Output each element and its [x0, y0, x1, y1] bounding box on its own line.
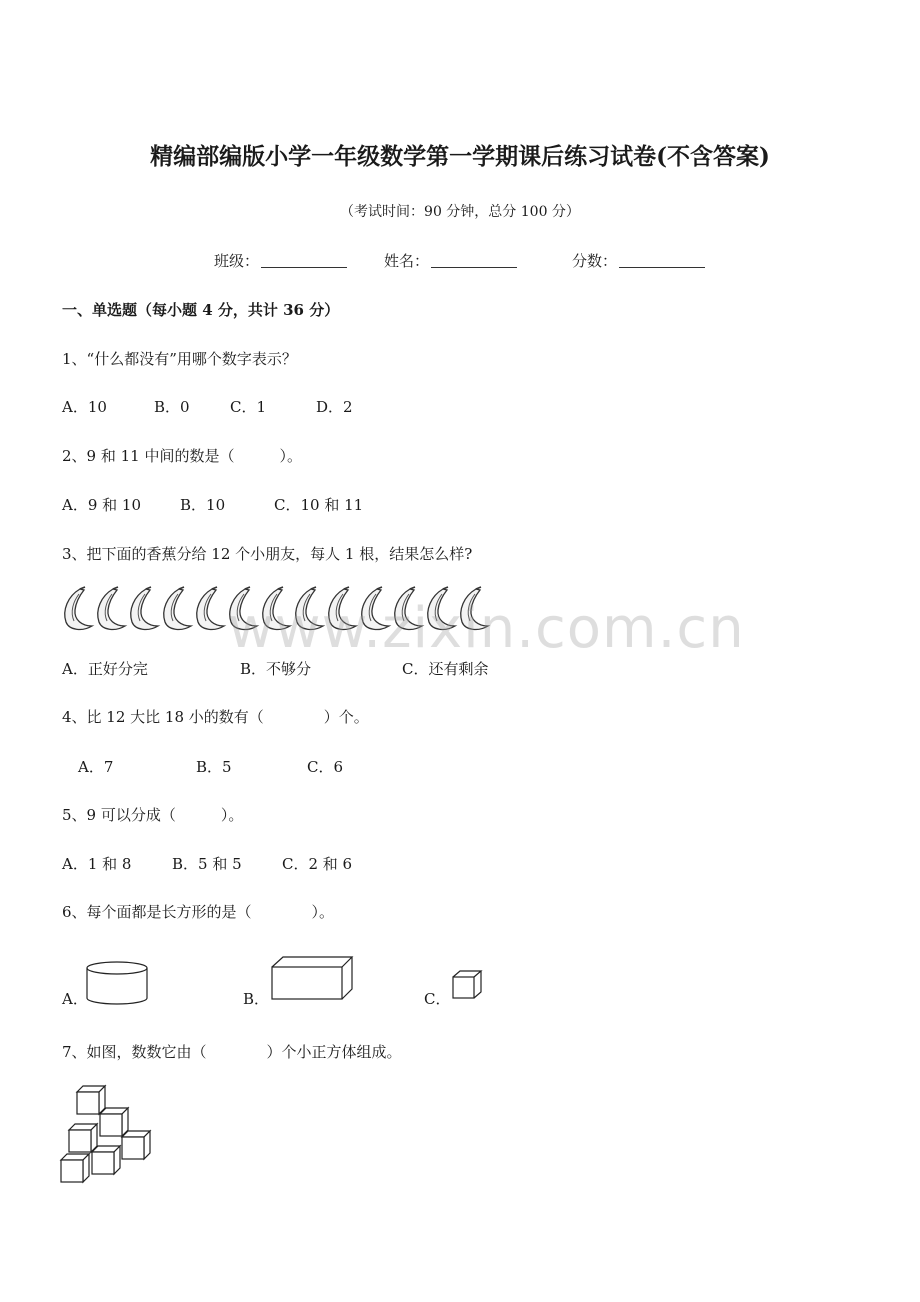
- small-cube: [92, 1146, 120, 1174]
- banana-icon: [131, 587, 158, 629]
- q4-option-b[interactable]: B．5: [196, 758, 232, 776]
- score-field: [572, 250, 705, 271]
- question-5: 5、9 可以分成（ ）。: [62, 806, 244, 824]
- q1-option-d[interactable]: D．2: [316, 398, 353, 416]
- cylinder-shape: [86, 960, 150, 1006]
- small-cube: [61, 1154, 89, 1182]
- small-cube: [77, 1086, 105, 1114]
- question-2: 2、9 和 11 中间的数是（ ）。: [62, 447, 302, 465]
- q6-option-c[interactable]: C．: [424, 990, 451, 1008]
- banana-icon: [65, 587, 92, 629]
- banana-icon: [197, 587, 224, 629]
- section-heading: 一、单选题（每小题 4 分，共计 36 分）: [62, 301, 340, 319]
- q6-option-a[interactable]: A．: [62, 990, 88, 1008]
- name-field: [384, 250, 517, 271]
- score-blank[interactable]: [619, 253, 705, 268]
- q2-option-c[interactable]: C．10 和 11: [274, 496, 364, 514]
- name-blank[interactable]: [431, 253, 517, 268]
- q3-option-a[interactable]: A．正好分完: [62, 660, 148, 678]
- small-cube: [122, 1131, 150, 1159]
- question-1: 1、“什么都没有”用哪个数字表示？: [62, 350, 297, 368]
- q2-option-a[interactable]: A．9 和 10: [62, 496, 141, 514]
- q3-option-c[interactable]: C．还有剩余: [402, 660, 489, 678]
- q3-option-b[interactable]: B．不够分: [240, 660, 312, 678]
- banana-icon: [164, 587, 191, 629]
- q5-option-c[interactable]: C．2 和 6: [282, 855, 353, 873]
- class-label: 班级：: [214, 252, 260, 270]
- question-7: 7、如图，数数它由（ ）个小正方体组成。: [62, 1043, 402, 1061]
- small-cube: [100, 1108, 128, 1136]
- question-4: 4、比 12 大比 18 小的数有（ ）个。: [62, 708, 369, 726]
- class-field: [214, 250, 347, 271]
- q1-option-a[interactable]: A．10: [62, 398, 107, 416]
- q4-option-a[interactable]: A．7: [78, 758, 114, 776]
- cuboid-shape: [271, 956, 355, 1002]
- score-label: 分数：: [572, 252, 618, 270]
- name-label: 姓名：: [384, 252, 430, 270]
- exam-info: （考试时间：90 分钟，总分 100 分）: [340, 204, 580, 220]
- banana-icon: [98, 587, 125, 629]
- q6-option-b[interactable]: B．: [243, 990, 270, 1008]
- q1-option-c[interactable]: C．1: [230, 398, 267, 416]
- q2-option-b[interactable]: B．10: [180, 496, 226, 514]
- question-6: 6、每个面都是长方形的是（ ）。: [62, 903, 335, 921]
- page-title: 精编部编版小学一年级数学第一学期课后练习试卷(不含答案): [150, 143, 770, 170]
- question-3: 3、把下面的香蕉分给 12 个小朋友，每人 1 根，结果怎么样?: [62, 545, 473, 563]
- class-blank[interactable]: [261, 253, 347, 268]
- q1-option-b[interactable]: B．0: [154, 398, 190, 416]
- small-cube: [69, 1124, 97, 1152]
- q4-option-c[interactable]: C．6: [307, 758, 344, 776]
- cube-stack-figure: [60, 1084, 160, 1184]
- watermark: www.zixin.com.cn: [228, 596, 745, 661]
- q5-option-b[interactable]: B．5 和 5: [172, 855, 242, 873]
- q5-option-a[interactable]: A．1 和 8: [62, 855, 132, 873]
- cube-shape: [452, 970, 484, 1002]
